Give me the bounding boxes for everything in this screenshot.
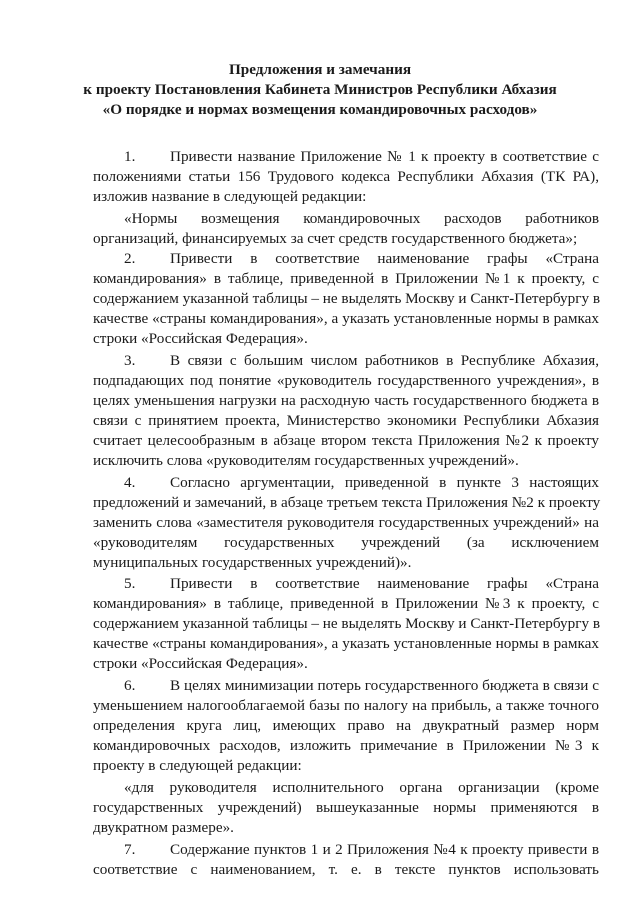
item-5-line-3: содержанием указанной таблицы – не выделять Москву и Санкт-Петербургу в <box>93 615 601 632</box>
item-6-line-4: командировочных расходов, изложить примечание в Приложении №3 к <box>93 737 599 754</box>
document-title-line-2: к проекту Постановления Кабинета Министров Республики Абхазия <box>83 81 557 98</box>
item-3-line-1: В связи с большим числом работников в Республике Абхазия, <box>170 352 599 369</box>
item-2-line-2: командирования» в таблице, приведенной в Приложении №1 к проекту, с <box>93 270 599 287</box>
item-7-number: 7. <box>124 841 136 858</box>
item-2-line-4: качестве «страны командирования», а указать установленные нормы в рамках <box>93 310 599 327</box>
item-6-line-2: уменьшением налогооблагаемой базы по налогу на прибыль, а также точного <box>93 697 599 714</box>
item-3-number: 3. <box>124 352 136 369</box>
item-5-line-5: строки «Российская Федерация». <box>93 655 308 672</box>
item-4-line-1: Согласно аргументации, приведенной в пункте 3 настоящих <box>170 474 599 491</box>
document-title-line-3: «О порядке и нормах возмещения командировочных расходов» <box>102 101 538 118</box>
item-6-line-5: проекту в следующей редакции: <box>93 757 302 774</box>
item-4-number: 4. <box>124 474 136 491</box>
item-1-line-3: изложив название в следующей редакции: <box>93 188 367 205</box>
item-2-number: 2. <box>124 250 136 267</box>
item-3-line-5: считает целесообразным в абзаце втором текста Приложения №2 к проекту <box>93 432 599 449</box>
item-4-line-2: предложений и замечаний, в абзаце третьем текста Приложения №2 к проекту <box>93 494 601 511</box>
item-3-line-3: целях уменьшения нагрузки на расходную часть государственного бюджета в <box>93 392 599 409</box>
document-title-line-1: Предложения и замечания <box>228 61 412 78</box>
item-6-quote-3: двукратном размере». <box>93 819 234 836</box>
item-5-line-2: командирования» в таблице, приведенной в Приложении №3 к проекту, с <box>93 595 599 612</box>
item-7-line-2: соответствие с наименованием, т. е. в тексте пунктов использовать <box>93 861 599 878</box>
item-6-number: 6. <box>124 677 136 694</box>
item-1-line-2: положениями статьи 156 Трудового кодекса Республики Абхазия (ТК РА), <box>93 168 599 185</box>
item-2-line-3: содержанием указанной таблицы – не выделять Москву и Санкт-Петербургу в <box>93 290 601 307</box>
item-6-quote-1: «для руководителя исполнительного органа организации (кроме <box>124 779 599 796</box>
item-1-quote-1: «Нормы возмещения командировочных расходов работников <box>124 210 599 227</box>
item-6-line-3: определения круга лиц, имеющих право на двукратный размер норм <box>93 717 599 734</box>
item-5-line-4: качестве «страны командирования», а указать установленные нормы в рамках <box>93 635 599 652</box>
item-1-line-1: Привести название Приложение № 1 к проекту в соответствие с <box>170 148 599 165</box>
item-2-line-5: строки «Российская Федерация». <box>93 330 308 347</box>
item-2-line-1: Привести в соответствие наименование графы «Страна <box>170 250 599 267</box>
item-4-line-4: «руководителям государственных учреждений (за исключением <box>93 534 599 551</box>
item-6-quote-2: государственных учреждений) вышеуказанные нормы применяются в <box>93 799 599 816</box>
item-4-line-3: заменить слова «заместителя руководителя государственных учреждений» на <box>93 514 599 531</box>
item-7-line-1: Содержание пунктов 1 и 2 Приложения №4 к проекту привести в <box>170 841 599 858</box>
item-3-line-6: исключить слова «руководителям государственных учреждений». <box>93 452 519 469</box>
item-4-line-5: муниципальных государственных учреждений)». <box>93 554 412 571</box>
item-5-line-1: Привести в соответствие наименование графы «Страна <box>170 575 599 592</box>
item-5-number: 5. <box>124 575 136 592</box>
item-1-number: 1. <box>124 148 136 165</box>
item-6-line-1: В целях минимизации потерь государственного бюджета в связи с <box>170 677 599 694</box>
item-3-line-2: подпадающих под понятие «руководитель государственного учреждения», в <box>93 372 599 389</box>
item-3-line-4: связи с принятием проекта, Министерство экономики Республики Абхазия <box>93 412 599 429</box>
item-1-quote-2: организаций, финансируемых за счет средств государственного бюджета»; <box>93 230 578 247</box>
